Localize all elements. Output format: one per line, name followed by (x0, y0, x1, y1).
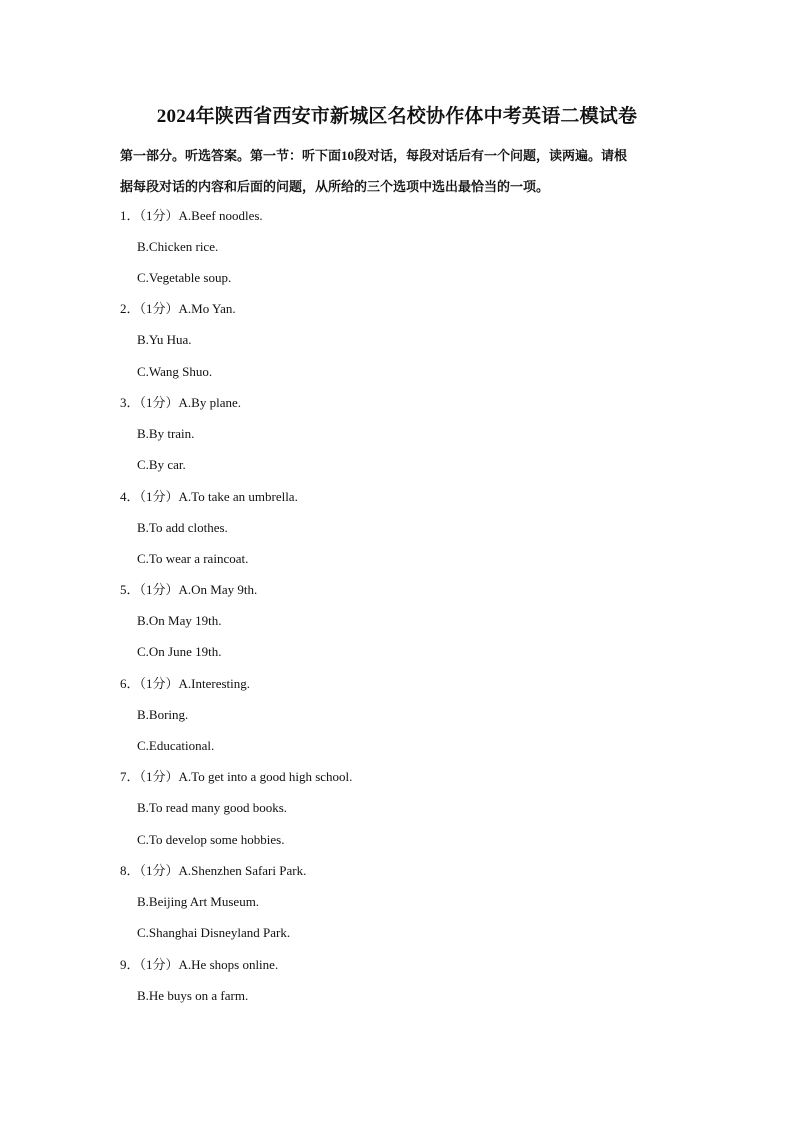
question-score: （1分） (139, 208, 179, 223)
question-score: （1分） (139, 301, 179, 316)
question-score: （1分） (139, 582, 179, 597)
question-1 (120, 207, 263, 225)
option-b: B.He buys on a farm. (137, 988, 249, 1003)
page-title: 2024年陕西省西安市新城区名校协作体中考英语二模试卷 (156, 106, 638, 127)
question-number: 2． (120, 301, 140, 316)
option-a: A.To take an umbrella. (178, 489, 298, 504)
option-c: C.Vegetable soup. (137, 270, 232, 285)
option-c: C.To develop some hobbies. (137, 832, 285, 847)
option-c: C.Educational. (137, 738, 215, 753)
option-b: B.Chicken rice. (137, 239, 219, 254)
question-number: 9． (120, 957, 140, 972)
option-a: A.To get into a good high school. (178, 769, 353, 784)
question-number: 5． (120, 582, 140, 597)
instructions-line-1: 第一部分。听选答案。第一节：听下面10段对话，每段对话后有一个问题，读两遍。请根 (120, 148, 628, 163)
question-score: （1分） (139, 676, 179, 691)
option-a: A.Mo Yan. (178, 301, 236, 316)
option-a: A.On May 9th. (178, 582, 258, 597)
instructions-line-2: 据每段对话的内容和后面的问题，从所给的三个选项中选出最恰当的一项。 (120, 179, 550, 194)
question-4 (120, 488, 298, 506)
question-number: 6． (120, 676, 140, 691)
option-a: A.He shops online. (178, 957, 279, 972)
option-a: A.Shenzhen Safari Park. (178, 863, 307, 878)
question-8 (120, 862, 306, 880)
option-b: B.Boring. (137, 707, 189, 722)
question-number: 8． (120, 863, 140, 878)
question-score: （1分） (139, 863, 179, 878)
question-5 (120, 581, 257, 599)
question-9 (120, 956, 278, 974)
question-number: 7． (120, 769, 140, 784)
option-a: A.Beef noodles. (178, 208, 263, 223)
option-b: B.On May 19th. (137, 613, 222, 628)
question-2 (120, 300, 236, 318)
option-c: C.On June 19th. (137, 644, 222, 659)
option-b: B.Beijing Art Museum. (137, 894, 260, 909)
question-score: （1分） (139, 489, 179, 504)
question-7 (120, 768, 352, 786)
question-number: 1． (120, 208, 140, 223)
option-c: C.Shanghai Disneyland Park. (137, 925, 291, 940)
question-score: （1分） (139, 957, 179, 972)
option-b: B.By train. (137, 426, 195, 441)
option-c: C.By car. (137, 457, 186, 472)
option-a: A.Interesting. (178, 676, 251, 691)
option-b: B.To add clothes. (137, 520, 228, 535)
option-b: B.Yu Hua. (137, 332, 192, 347)
question-score: （1分） (139, 769, 179, 784)
question-score: （1分） (139, 395, 179, 410)
option-b: B.To read many good books. (137, 800, 288, 815)
question-6 (120, 675, 250, 693)
option-c: C.Wang Shuo. (137, 364, 213, 379)
option-c: C.To wear a raincoat. (137, 551, 249, 566)
question-number: 3． (120, 395, 140, 410)
question-3 (120, 394, 241, 412)
option-a: A.By plane. (178, 395, 241, 410)
question-number: 4． (120, 489, 140, 504)
